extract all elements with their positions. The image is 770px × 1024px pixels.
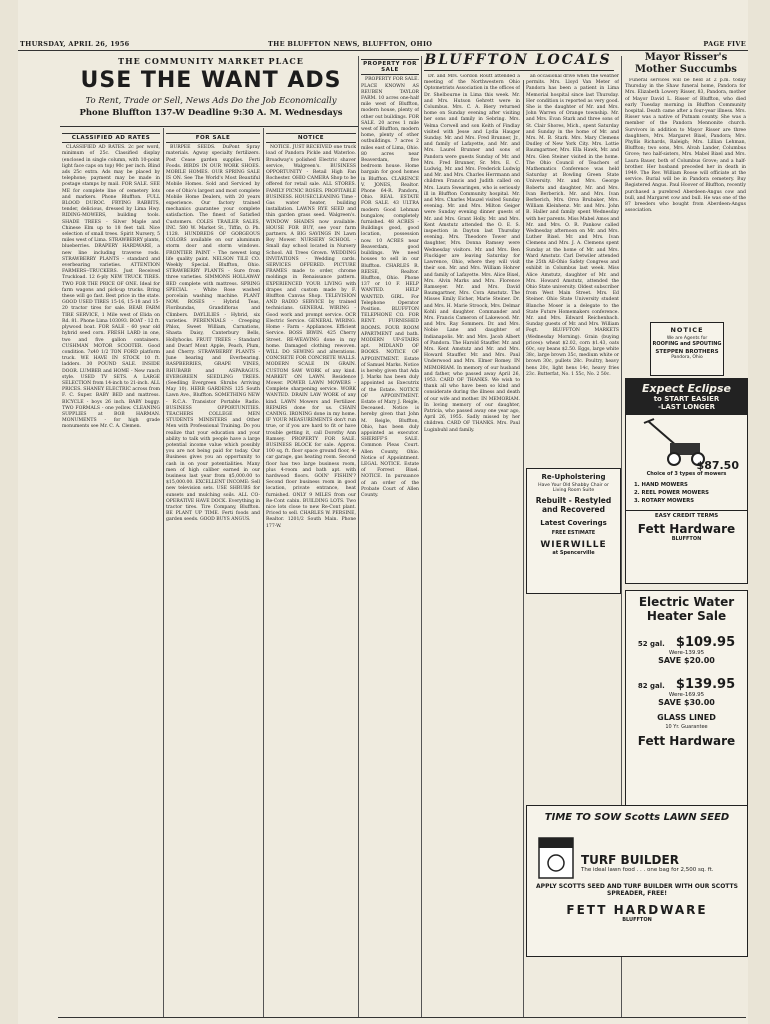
- upholstering-ad: [526, 468, 621, 594]
- running-header: [18, 40, 748, 50]
- eclipse-town: BLUFFTON: [671, 536, 702, 542]
- banner-rule: [60, 126, 358, 127]
- upholster-store: WIERWILLE: [540, 540, 607, 550]
- eclipse-credit: EASY CREDIT TERMS: [626, 510, 747, 519]
- column-mayor-story: [625, 78, 746, 318]
- column-text: PROPERTY FOR SALE. PLACE KNOWN AS REUBEN TAYLOR FARM. 10 acres one-half mile west of Bluffton, modern house, plenty of other out buildings. FOR SALE. 20 acres 1 mile west of Bluffton, modern home, plenty of other outbuildings. 7 acres 2 miles east of Lima, Ohio. 80 acres near Beaverdam, five bedroom house. Home bargain for good homes in Bluffton. CLARENCE V. JONES, Realtor. Phone 64-R. Pandora, Ohio. REAL ESTATE FOR SALE. 43 ULTRA modern Good Lehman bungalow, completely furnished. 48 ACRES - Buildings good, good location, possession now. 10 ACRES near Beaverdam, good buildings. We need houses to sell in our Bluffton. CHARLES R. REESE, Realtor. Bluffton, Ohio. Phone 137 or 10 F. HELP WANTED. HELP WANTED. GIRL. For Telephone Operator Position. BLUFFTON TELEPHONE CO. FOR RENT. FURNISHED ROOMS. FOUR ROOM APARTMENT and bath. MODERN UP-STAIRS apt. MIDLAND OF BOOKS. NOTICE OF APPOINTMENT. Estate of Samuel Marks. Notice is hereby given that Ada J. Marks has been duly appointed as Executrix of the Estate. NOTICE OF APPOINTMENT. Estate of Mary J. Reigle, Deceased. Notice is hereby given that John M. Reigle, Bluffton, Ohio, has been duly appointed as executor. SHERIFF'S SALE. Common Pleas Court. Allen County, Ohio. Notice of Appointment. LEGAL NOTICE. Estate of Forrest Bixel. NOTICE. In pursuance of an order of the Probate Court of Allen County.: [361, 77, 419, 499]
- want-ads-phone: Phone Bluffton 137-W Deadline 9:30 A. M. Wednesdays: [79, 108, 343, 118]
- column-classifieds-3: [266, 130, 356, 1015]
- heater-was: Were-169.95: [668, 692, 705, 698]
- column-real-estate: [361, 56, 419, 1016]
- water-heater-ad: [625, 590, 748, 806]
- column-locals-2: [526, 74, 619, 466]
- eclipse-mower-ad: [625, 378, 748, 584]
- heater-size: 82 gal.: [637, 682, 665, 690]
- scotts-store: FETT HARDWARE: [566, 903, 708, 917]
- roofing-notice-title: NOTICE: [670, 326, 704, 334]
- heater-save: SAVE $20.00: [658, 656, 715, 665]
- header-rule: [18, 50, 748, 51]
- upholster-line2: Have Your Old Shabby Chair or Living Room Suite: [538, 483, 609, 493]
- heater-price: $139.95: [675, 677, 736, 692]
- column-classifieds-1: [62, 130, 160, 1015]
- scotts-lawn-ad: [526, 805, 748, 957]
- eclipse-line1: to START EASIER: [653, 395, 720, 403]
- upholster-line3: Rebuilt - Restyled and Recovered: [535, 496, 612, 514]
- scotts-offer: APPLY SCOTTS SEED AND TURF BUILDER WITH OUR SCOTTS SPREADER, FREE!: [536, 883, 738, 897]
- eclipse-line2: -LAST LONGER: [658, 403, 715, 411]
- eclipse-choice: Choice of 3 types of mowers: [646, 471, 727, 477]
- locals-rule: [424, 70, 614, 71]
- want-ads-banner: [70, 56, 352, 118]
- scotts-town: BLUFFTON: [622, 917, 652, 923]
- header-page: PAGE FIVE: [703, 40, 746, 48]
- eclipse-header: [626, 379, 747, 415]
- mower-type-item: 1. HAND MOWERS: [634, 482, 688, 488]
- newspaper-page: [18, 0, 748, 1024]
- eclipse-price: $87.50: [696, 459, 739, 472]
- eclipse-store: Fett Hardware: [637, 522, 736, 536]
- column-rule: [163, 128, 164, 1018]
- column-text: NOTICE. JUST RECEIVED one truck load of Pandora Pickle and Waterloo. Broadway's polished Electric shaver service, Walgreen's. BUSINESS OPPORTUNITY - Retail High Fan Rochester. OHIO CAMERA Shop to be offered for retail sale. ALL STORES. FAMILY PICNIC ROSES. PROFITABLE BUSINESS. HOUSECLEANING Time - Gas water heater, building installation. LAWNS RYE SEED and thin garden grass seed. Walgreen's. WINDOW SHADES now available. HOUSE FOR BUY, see your farm partners. A BIG SAVINGS IN Lawn Boy Mower. NURSERY SCHOOL - Small day school located in Nursery School. All Trees Grown. WEDDING INVITATIONS - Wedding cards. SERVICES OFFERED. PICTURE FRAMES made to order, chrome moldings in Renaissance pattern. EXPERIENCED YOUR LIVING with drapes and custom made by F. Bluffton Canvas Shop. TELEVISION AND RADIO SERVICE by trained technicians. GENERAL WIRING - Good work and prompt service. OCR Electric Service. GENERAL WIRING. Home - Farm - Appliances. Efficient Service. BOSS IRWIN. 425 Cherry Street. RE-WEAVING done in my home. Damaged clothing rewoven. WILL DO SEWING and alterations. CONCRETE FOR CONCRETE WALLS. MODERN SCALE IN GRAIN. CUSTOM SAW WORK of any kind. MARKET ON LAWN. Residence Mower. POWER LAWN MOWERS - Complete sharpening service. WORK WANTED. DRAIN LAW WORK of any kind. LAWN Mowers and Fertilizer. REPAIRS done for us. CHAIN CANING. IRONING done in my home. IF YOUR MEASUREMENTS don't run true, or if you are hard to fit or have trouble getting it, call Dorothy Ann Ramsey. PROPERTY FOR SALE. BUSINESS BLOCK for sale. Approx. 100 sq. ft. floor space ground floor, 4-car garage, gas heating room. Second floor has two large business room, plus 4-room and bath apt. with hardwood floors. GOIN' FISHIN'? Second floor business room in good location, private entrance, heat furnished. ONLY 9 MILES from our Re-Cont cabin. BUILDING LOTS. Two nice lots close to new Re-Cont plant. Priced to sell. CHARLES W. PERSINE, Realtor. 1201/2 South Main. Phone 177-W.: [266, 145, 356, 529]
- upholster-town: at Spencerville: [552, 550, 595, 556]
- seed-box-illustration: [535, 832, 581, 882]
- scotts-product: TURF BUILDER: [581, 853, 679, 867]
- upholster-line4: Latest Coverings: [540, 519, 607, 527]
- section-heading: CLASSIFIED AD RATES: [62, 133, 160, 143]
- section-heading: NOTICE: [266, 133, 356, 143]
- roofing-notice-line3: STEPPEN BROTHERS: [655, 349, 719, 355]
- heater-size: 52 gal.: [637, 640, 665, 648]
- want-ads-title: USE THE WANT ADS: [80, 68, 342, 93]
- header-date: THURSDAY, APRIL 26, 1956: [20, 40, 130, 48]
- section-heading: FOR SALE: [166, 133, 260, 143]
- scotts-headline: TIME TO SOW Scotts LAWN SEED: [544, 812, 730, 823]
- column-text: an occasional drive when the weather permits. Mrs. Lloyd Van Meter of Pandora has been a patient in Lima Memorial hospital since last Thursday. Her condition is reported as very good. She is the daughter of Mr. and Mrs. John Warren of Orange township. Mr. and Mrs. Evan Stark and three sons of St. Clair Shores, Mich., spent Saturday and Sunday in the home of Mr. and Mrs. M. B. Stark. Mrs. Mary Clemens Dudley of New York City. Mrs. Lottie Baumgartner, Mrs. Ella Hawk, Mr. and Mrs. Glen Steiner visited in the home. The Ohio Council of Teachers of Mathematics Conference was held Saturday at Bowling Green State University. Mr. and Mrs. George Roberts and daughter, Mr. and Mrs. Ivan Berberich. Mr. and Mrs. Ivan Berberich, Mrs. Orva Brubaker, Mrs. William Kleinhenz. Mr. and Mrs. John B. Haller and family spent Wednesday with her parents. Miss Mabel Amos and Mr. and Mrs. O. R. Pankow called Wednesday afternoon on Mr. and Mrs. Luther Bixel. Mr. and Mrs. Ivan Clemens and Mrs. J. A. Clemens spent Sunday at the home of Mr. and Mrs. Ward Amstutz. Carl Detwiler attended the 25th All-Ohio Safety Congress and exhibit in Columbus last week. Miss Alice Amstutz, daughter of Mr. and Mrs. Howard Amstutz, attended the Ohio State university. Oldest subscriber from West Main Street. Mrs. Ed Steiner. Ohio State University student Blanche Moser is a delegate to the State Future Homemakers conference. Mr. and Mrs. Edward Reichenbach. Sunday guests of Mr. and Mrs. William Fogt. BLUFFTON MARKETS (Wednesday Morning). Grain (buying prices): wheat $2.02, corn $1.43, oats 60c, soy beans $2.50. Eggs, large white 38c, large brown 35c, medium white or brown 30c, pullets 28c. Poultry, heavy hens 20c, light hens 14c, heavy fries 23c. Butterfat, No. 1 55c, No. 2 50c.: [526, 74, 619, 377]
- heater-save: SAVE $30.00: [658, 698, 715, 707]
- heater-row: [626, 631, 747, 665]
- section-heading: PROPERTY FOR SALE: [361, 59, 419, 75]
- bottom-rule: [58, 1017, 746, 1018]
- scotts-tag: The ideal lawn food . . . one bag for 2,500 sq. ft.: [581, 867, 714, 873]
- heater-lined: GLASS LINED: [657, 713, 716, 722]
- eclipse-brand: Expect Eclipse: [641, 382, 731, 395]
- column-locals-1: [424, 74, 520, 1016]
- heater-was: Were-139.95: [668, 650, 705, 656]
- column-rule: [421, 56, 422, 1018]
- column-text: Dr. and Mrs. Gordon Routt attended a meeting of the Northwestern Ohio Optometrists Association in the offices of Dr. Shelbourne in Lima this week. Mr. and Mrs. Hutson Gehrett were in Columbus. Mrs. C. A. Biery returned home on Sunday evening after visiting her sons and family in Sebring. Mrs. Velma Corwell and son Keith of Findlay visited with Jesse and Lydia Hauger Sunday. Mr. and Mrs. Fred Brunner, Jr., and family of Lafayette, and Mr. and Mrs. Laurel Brunner and sons of Pandora were guests Sunday of Mr. and Mrs. Fred Brunner, Sr. Mrs. E. C. Ludwig, Mr. and Mrs. Frederick Ludwig and Mr. and Mrs. Charles Herrmann and children Francis and Judith called on Mrs. Laura Swearingen, who is seriously ill in Bluffton Community hospital. Mr. and Mrs. Charles Mauzel visited Sunday evening. Mr. and Mrs. Milton Geiger were Sunday evening dinner guests of Mr. and Mrs. Grant Holly. Mr. and Mrs. Kent Amstutz attended the O. E. S. inspection in Dayton last Thursday evening. Mrs. Theodore Tower and daughter, Mrs. Donna Ramsey were Wednesday visitors. Mr. and Mrs. Ben Fluckiger are leaving Saturday for Lawrence, Ohio, where they will visit their son. Mr. and Mrs. William Hohrer and family of Lafayette. Mrs. Alice Bixel, Mrs. Alvin Marks and Mrs. Florence Ramseyer. Mr. and Mrs. David Baumgartner, Mrs. Cora Amstutz. The Misses Emily Eicher, Marie Steiner. Dr. and Mrs. H. Marie Stroock, Mrs. Delmar Kohli and daughter. Commander and Mrs. Francis Cameron of Lakewood. Mr. and Mrs. Ray Sommers. Dr. and Mrs. Nobie Lane and daughter of Indianapolis. Mr. and Mrs. Jacob Albert of Pandora. The Harold Stauffer. Mr. and Mrs. Kent Amstutz and Mr. and Mrs. Howard Stauffer. Mr. and Mrs. Paul Underwood and Mrs. Elmer Romey. IN MEMORIAM. In memory of our husband and father, who passed away April 26, 1953. CARD OF THANKS. We wish to thank all who have been so kind and considerate during the illness and death of our wife and mother. IN MEMORIAM. In loving memory of our daughter, Patricia, who passed away one year ago, April 26, 1955. Sadly missed by her children. CARD OF THANKS. Mrs. Paul Luginbuhl and family.: [424, 74, 520, 433]
- column-text: CLASSIFIED AD RATES. 2c per word, minimum of 25c. Classified display (enclosed in single column, with 10-point light face caps on top) 90c per inch. Blind ads 25c extra. Ads may be placed by telephone; payment may be made in postage stamps by mail. FOR SALE. SEE ME for complete line of cemetery lots and markers. Phone Bluffton. FULL BLOOD DUROC. FRYING RABBITS, tender, delicious, dressed by Lima Hwy. RIDING-MOWERS, building tools. SHADE TREES - Silver Maple and Chinese Elm up to 18 feet tall. Nice selection of small trees. Spirit Nursery, 5 miles west of Lima. STRAWBERRY plants, blueberries. DRAPERY HARDWARE, a new line including traverse rods. STRAWBERRY PLANTS - standard and everbearing varieties. ATTENTION FARMERS--TRUCKERS. Just Received Truckload. 12 6-ply NEW TRUCK TIRES. TWO FOR THE PRICE OF ONE. Ideal for farm wagons and pick-up trucks. Bring these will go fast. Best price in the state. GOOD USED TIRES 15-16, 15-18 and 15-20 tractor tires for sale. BEAR FARM TIRE SERVICE, 1 Mile west of Elida on Rd. 81. Phone Lima 103093. BOAT - 12 ft. plywood boat. FOR SALE - 60 year old hybrid seed corn. FRESH LARD in one, two and five gallon containers. CUSHMAN MOTOR SCOOTER. Good condition. 7x40 1/2 TON FORD platform truck. WE HAVE IN STOCK 10 ft. ladders. 30 POUND SALE. INSIDE DOOR. LUMBER and HOME - New ranch style. USED TV SETS. A LARGE SELECTION from 14-inch to 21-inch. ALL PRICES. SHANEY ELECTRIC across from F. C. Super. BABY BED and mattress. BICYCLE - boys 26 inch. BABY buggy. TWO FORMALS - one yellow. CLEANING SUPPLIES at BOB HARMAN. MONUMENTS - for high grade monuments see Mr. C. A. Clemen.: [62, 145, 160, 430]
- column-text: Funeral services will be held at 2 p.m. today Thursday in the Shaw funeral home, Pandora for Mrs. Elizabeth Lowery Risser, 83, Pandora, mother of Mayor David L. Risser of Bluffton, who died early Tuesday morning in Bluffton Community hospital. Death came after a four-year illness. Mrs. Risser was a native of Putnam county. She was a member of the Pandora Mennonite church. Survivors in addition to Mayor Risser are three daughters, Mrs. Margaret Bixel, Pandora; Mrs. Phyllis Richards, Raleigh; Mrs. Lillian Lehman, Bluffton; two sons, Mrs. Alvah Lander, Columbus Grove; two half-sisters, Mrs. Mabel Bixel and Mrs. Laura Bauer, both of Columbus Grove; and a half-brother. Her husband preceded her in death in 1949. The Rev. William Roose will officiate at the service. Burial will be in Pandora cemetery. Buy Registered Angus. Paul Hoover of Bluffton, recently purchased a purebred Aberdeen-Angus cow and bull, and Margaret cow and bull. He was one of the 87 breeders who bought from Aberdeen-Angus association.: [625, 78, 746, 214]
- roofing-notice-line4: Pandora, Ohio: [671, 355, 703, 360]
- heater-store: Fett Hardware: [637, 734, 736, 748]
- roofing-notice-line2: ROOFING and SPOUTING: [652, 341, 722, 347]
- column-rule: [263, 128, 264, 1018]
- roofing-notice-line1: We are Agents for: [666, 336, 708, 341]
- header-paper: THE BLUFFTON NEWS, BLUFFTON, OHIO: [268, 40, 433, 48]
- locals-title: BLUFFTON LOCALS: [424, 52, 612, 68]
- mower-type-item: 3. ROTARY MOWERS: [634, 498, 695, 504]
- heater-row: [626, 673, 747, 707]
- want-ads-kicker: THE COMMUNITY MARKET PLACE: [118, 56, 304, 66]
- mayor-title: Mayor Risser's Mother Succumbs: [635, 52, 737, 75]
- roofing-notice-ad: [650, 322, 724, 376]
- column-rule: [523, 80, 524, 1018]
- upholster-line5: FREE ESTIMATE: [551, 530, 596, 536]
- heater-guarantee: 10 Yr. Guarantee: [665, 724, 708, 730]
- column-rule: [358, 56, 359, 1018]
- heater-price: $109.95: [675, 635, 736, 650]
- mower-type-item: 2. REEL POWER MOWERS: [634, 490, 709, 496]
- column-text: BURPEE SEEDS. DuPont Spray materials. Agway specialty fertilizers. Post Cease garden supplies. Ferti Foods. BIRDS IN OUR WORK SHOES. MOBILE HOMES. OUR SPRING SALE IS ON. See The World's Most Beautiful Mobile Homes. Sold and Serviced by one of Ohio's largest and most complete Mobile Home Dealers, with 20 years experience. Our factory trained mechanics guarantee your complete satisfaction. The finest of Satisfied Customers. COLES TRAILER SALES, INC. 580 W. Market St., Tiffin, O. Ph. 1128. HUNDREDS OF GORGEOUS COLORS available on our aluminum storm door and storm windows. FRONTIER PAINT - The newest long life quality paint. NELSON TILE CO. Weekly Special. Bluffton, Ohio. STRAWBERRY PLANTS - Sure from three varieties. SIMMONS HOLLAWAY BED complete with mattress. SPRING SPECIAL - White Rose washed porcelain washing machine. PLANT NOW. ROSES - Hybrid Teas, Floribundas, Grandifloras and Climbers. DAYLILIES - Hybrid, six varieties. PERENNIALS - Creeping Phlox, Sweet William, Carnations, Shasta Daisy, Canterbury Bells, Hollyhocks. FRUIT TREES - Standard and Dwarf Mont Apple, Peach, Plum, and Cherry. STRAWBERRY PLANTS - June bearing and Everbearing. RASPBERRIES, GRAPE VINES, RHUBARB and ASPARAGUS. EVERGREEN SEEDLING TREES. (Seedling Evergreen Shrubs Arriving May 10). HERB GARDENS 125 South Lawn Ave., Bluffton. SOMETHING NEW - R.C.A. Transistor Portable Radio. BUSINESS OPPORTUNITIES. TEACHERS COLLEGE MEN STUDENTS MINISTERS and Other Men with Professional Training. Do you realize that your education and your ability to talk with people have a large potential income value which possibly you are not being paid for today. Our Business gives you an opportunity to cash in on your potentialities. Many men of high caliber earned in our business last year from $5,000.00 to $15,000.00. EXCELLENT INCOME: Sell new television sets. USE SHRUBS for sunsets and mulching soils. ALL CO-OPERATIVE HAVE DOCK. Everything in tractor tires. Tire Company, Bluffton. BE PLANT UP TIME. Ferti foods and garden seeds. GOOD BUYS ANGUS.: [166, 145, 260, 523]
- heater-title: Electric Water Heater Sale: [638, 595, 735, 623]
- mower-types-list: [626, 481, 747, 505]
- column-classifieds-2: [166, 130, 260, 1015]
- want-ads-subtitle: To Rent, Trade or Sell, News Ads Do the Job Economically: [85, 96, 337, 106]
- upholster-line1: Re-Upholstering: [541, 473, 606, 481]
